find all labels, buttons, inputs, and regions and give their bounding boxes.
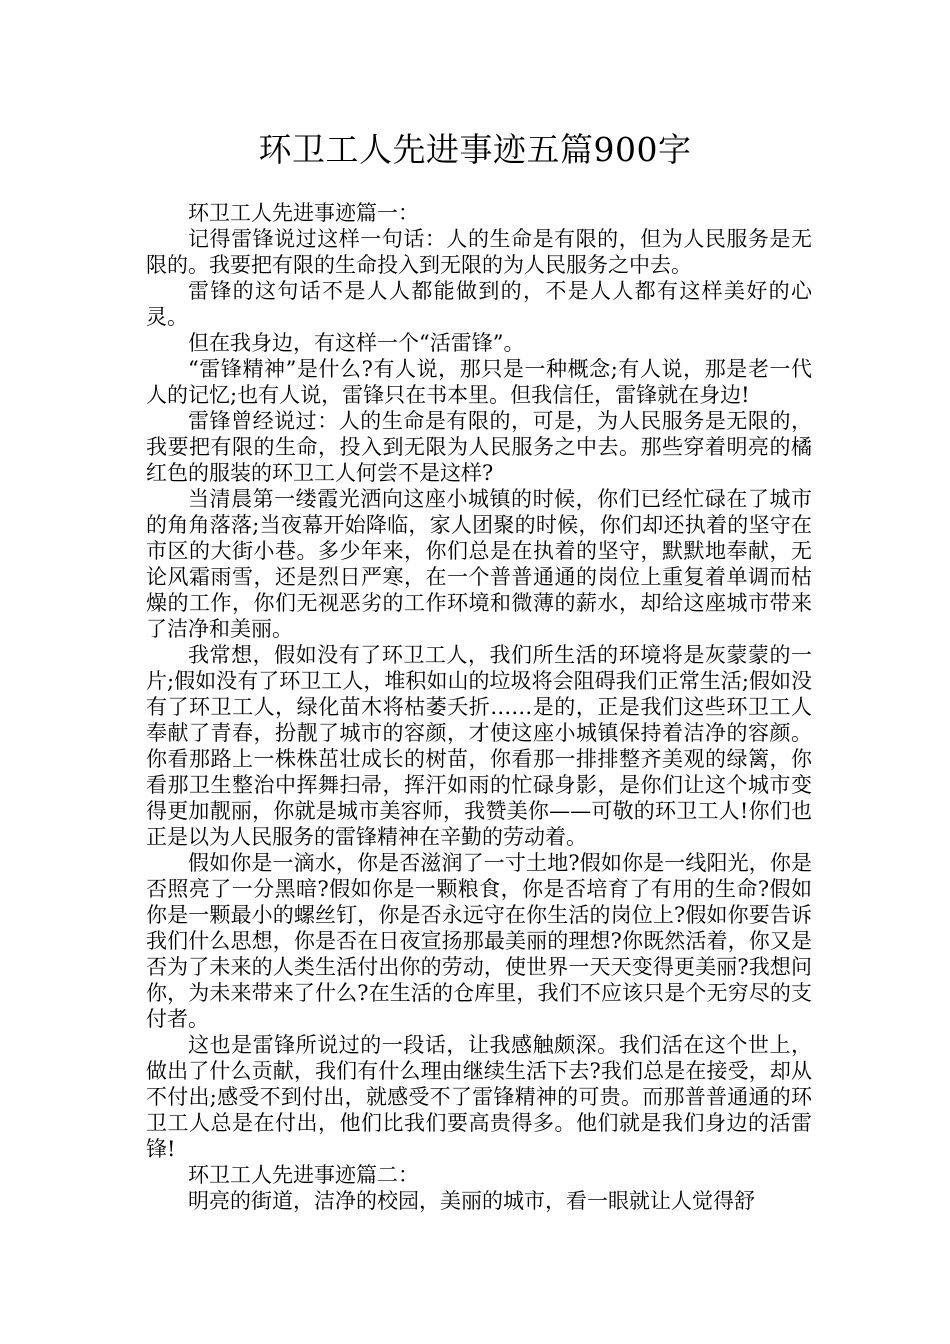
paragraph: 雷锋曾经说过：人的生命是有限的，可是，为人民服务是无限的，我要把有限的生命，投入到无限为人民服务之中去。那些穿着明亮的橘红色的服装的环卫工人何尝不是这样? — [146, 409, 812, 485]
paragraph: 我常想，假如没有了环卫工人，我们所生活的环境将是灰蒙蒙的一片;假如没有了环卫工人，堆积如山的垃圾将会阻碍我们正常生活;假如没有了环卫工人，绿化苗木将枯萎夭折……是的，正是我们这些环卫工人奉献了青春，扮靓了城市的容颜，才使这座小城镇保持着洁净的容颜。你看那路上一株株茁壮成长的树苗，你看那一排排整齐美观的绿篱，你看那卫生整治中挥舞扫帚，挥汗如雨的忙碌身影，是你们让这个城市变得更加靓丽，你就是城市美容师，我赞美你——可敬的环卫工人!你们也正是以为人民服务的雷锋精神在辛勤的劳动着。 — [146, 643, 812, 849]
paragraph: 雷锋的这句话不是人人都能做到的，不是人人都有这样美好的心灵。 — [146, 279, 812, 329]
paragraph-section-heading-2: 环卫工人先进事迹篇二： — [188, 1163, 419, 1187]
document-title: 环卫工人先进事迹五篇900字 — [258, 130, 692, 169]
paragraph: 假如你是一滴水，你是否滋润了一寸土地?假如你是一线阳光，你是否照亮了一分黑暗?假如你是一颗粮食，你是否培育了有用的生命?假如你是一颗最小的螺丝钉，你是否永远守在你生活的岗位上?假如你要告诉我们什么思想，你是否在日夜宣扬那最美丽的理想?你既然活着，你又是否为了未来的人类生活付出你的劳动，使世界一天天变得更美丽?我想问你，为未来带来了什么?在生活的仓库里，我们不应该只是个无穷尽的支付者。 — [146, 851, 812, 1031]
paragraph: 明亮的街道，洁净的校园，美丽的城市，看一眼就让人觉得舒 — [188, 1189, 755, 1213]
document-body — [146, 200, 812, 1214]
paragraph: 这也是雷锋所说过的一段话，让我感触颇深。我们活在这个世上，做出了什么贡献，我们有什么理由继续生活下去?我们总是在接受，却从不付出;感受不到付出，就感受不了雷锋精神的可贵。而那普普通通的环卫工人总是在付出，他们比我们要高贵得多。他们就是我们身边的活雷锋! — [146, 1033, 812, 1161]
paragraph-section-heading-1: 环卫工人先进事迹篇一： — [188, 201, 419, 225]
paragraph: 记得雷锋说过这样一句话：人的生命是有限的，但为人民服务是无限的。我要把有限的生命投入到无限的为人民服务之中去。 — [146, 227, 812, 277]
paragraph: 当清晨第一缕霞光洒向这座小城镇的时候，你们已经忙碌在了城市的角角落落;当夜幕开始降临，家人团聚的时候，你们却还执着的坚守在市区的大街小巷。多少年来，你们总是在执着的坚守，默默地奉献，无论风霜雨雪，还是烈日严寒，在一个普普通通的岗位上重复着单调而枯燥的工作，你们无视恶劣的工作环境和微薄的薪水，却给这座城市带来了洁净和美丽。 — [146, 487, 812, 641]
paragraph: 但在我身边，有这样一个“活雷锋”。 — [188, 331, 525, 355]
paragraph: “雷锋精神”是什么?有人说，那只是一种概念;有人说，那是老一代人的记忆;也有人说，雷锋只在书本里。但我信任，雷锋就在身边! — [146, 357, 812, 407]
